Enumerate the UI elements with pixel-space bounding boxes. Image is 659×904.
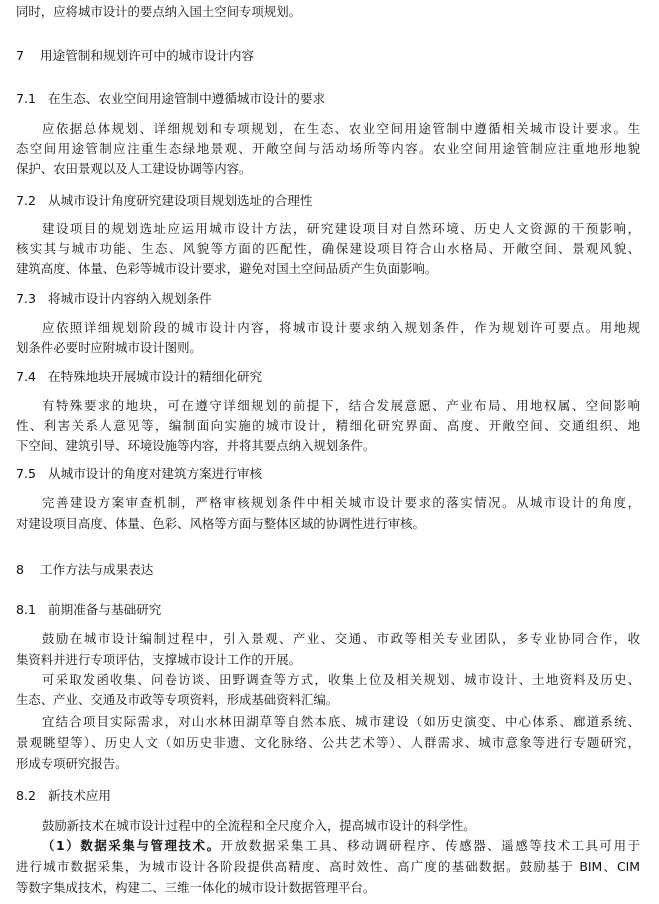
paragraph-line bbox=[42, 838, 640, 854]
subsection-7-4-heading bbox=[16, 369, 262, 385]
subsection-title: 将城市设计内容纳入规划条件 bbox=[48, 291, 212, 306]
paragraph-line: 形成专项研究报告。 bbox=[16, 756, 128, 771]
subsection-number: 7.1 bbox=[16, 91, 37, 106]
paragraph-line: 应依照详细规划阶段的城市设计内容，将城市设计要求纳入规划条件，作为规划许可要点。用地规 bbox=[42, 320, 640, 335]
paragraph-line: 应依据总体规划、详细规划和专项规划，在生态、农业空间用途管制中遵循相关城市设计要求。生 bbox=[42, 121, 640, 136]
subsection-7-5-heading bbox=[16, 466, 262, 482]
paragraph-line: 完善建设方案审查机制，严格审核规划条件中相关城市设计要求的落实情况。从城市设计的角度， bbox=[42, 495, 640, 510]
paragraph-line: 划条件必要时应附城市设计图则。 bbox=[16, 340, 202, 355]
subsection-title: 前期准备与基础研究 bbox=[48, 602, 162, 617]
paragraph-line: 宜结合项目实际需求，对山水林田湖草等自然本底、城市建设（如历史演变、中心体系、廊道系统、 bbox=[42, 714, 640, 729]
subsection-title: 在特殊地块开展城市设计的精细化研究 bbox=[48, 369, 263, 384]
subsection-number: 7.4 bbox=[16, 369, 37, 384]
paragraph-line: 性、利害关系人意见等，编制面向实施的城市设计，精细化研究界面、高度、开敞空间、交通组织、地 bbox=[16, 418, 640, 433]
subsection-title: 从城市设计的角度对建筑方案进行审核 bbox=[48, 466, 263, 481]
paragraph-line: 对建设项目高度、体量、色彩、风格等方面与整体区域的协调性进行审核。 bbox=[16, 516, 425, 531]
paragraph-line: 建筑高度、体量、色彩等城市设计要求，避免对国土空间品质产生负面影响。 bbox=[16, 261, 438, 276]
subsection-number: 7.3 bbox=[16, 291, 37, 306]
subsection-number: 7.2 bbox=[16, 193, 37, 208]
section-8-heading bbox=[16, 562, 153, 578]
paragraph-line: 核实其与城市功能、生态、风貌等方面的匹配性，确保建设项目符合山水格局、开敞空间、景观风貌、 bbox=[16, 241, 640, 256]
paragraph-line: 下空间、建筑引导、环境设施等内容，并将其要点纳入规划条件。 bbox=[16, 438, 376, 453]
paragraph-line: 有特殊要求的地块，可在遵守详细规划的前提下，结合发展意愿、产业布局、用地权属、空间影响 bbox=[42, 398, 640, 413]
paragraph-line: 生态、产业、交通及市政等专项资料，形成基础资料汇编。 bbox=[16, 692, 339, 707]
paragraph-line: 鼓励新技术在城市设计过程中的全流程和全尺度介入，提高城市设计的科学性。 bbox=[42, 818, 476, 833]
section-number: 8 bbox=[16, 562, 25, 577]
paragraph-line: 态空间用途管制应注重生态绿地景观、开敞空间与活动场所等内容。农业空间用途管制应注重地形地貌 bbox=[16, 141, 640, 156]
subsection-number: 8.1 bbox=[16, 602, 37, 617]
subsection-number: 7.5 bbox=[16, 466, 37, 481]
subsection-7-2-heading bbox=[16, 193, 312, 209]
paragraph-line: 鼓励在城市设计编制过程中，引入景观、产业、交通、市政等相关专业团队，多专业协同合作，收 bbox=[42, 631, 640, 646]
paragraph-line: 集资料并进行专项评估，支撑城市设计工作的开展。 bbox=[16, 652, 301, 667]
paragraph-line: 保护、农田景观以及人工建设协调等内容。 bbox=[16, 161, 252, 176]
section-title: 工作方法与成果表达 bbox=[40, 562, 154, 577]
paragraph-line: 同时，应将城市设计的要点纳入国土空间专项规划。 bbox=[16, 4, 301, 19]
subsection-8-2-heading bbox=[16, 788, 111, 804]
paragraph-line: 进行城市数据采集，为城市设计各阶段提供高精度、高时效性、高广度的基础数据。鼓励基于 BIM、CIM bbox=[16, 859, 640, 874]
subsection-8-1-heading bbox=[16, 602, 161, 618]
subsection-7-3-heading bbox=[16, 291, 212, 307]
section-number: 7 bbox=[16, 48, 25, 63]
subsection-title: 新技术应用 bbox=[48, 788, 111, 803]
paragraph-line: 景观眺望等）、历史人文（如历史非遗、文化脉络、公共艺术等）、人群需求、城市意象等进行专题研究， bbox=[16, 735, 640, 750]
lead-in-rest: 开放数据采集工具、移动调研程序、传感器、遥感等技术工具可用于 bbox=[220, 838, 640, 853]
subsection-title: 从城市设计角度研究建设项目规划选址的合理性 bbox=[48, 193, 313, 208]
paragraph-line: 建设项目的规划选址应运用城市设计方法，研究建设项目对自然环境、历史人文资源的干预影响， bbox=[42, 221, 640, 236]
subsection-7-1-heading bbox=[16, 91, 325, 107]
section-7-heading bbox=[16, 48, 254, 64]
bold-lead-in: （1）数据采集与管理技术。 bbox=[42, 838, 221, 853]
subsection-title: 在生态、农业空间用途管制中遵循城市设计的要求 bbox=[48, 91, 326, 106]
paragraph-line: 可采取发函收集、问卷访谈、田野调查等方式，收集上位及相关规划、城市设计、土地资料及历史、 bbox=[42, 672, 640, 687]
paragraph-line: 等数字集成技术，构建二、三维一体化的城市设计数据管理平台。 bbox=[16, 880, 376, 895]
subsection-number: 8.2 bbox=[16, 788, 37, 803]
section-title: 用途管制和规划许可中的城市设计内容 bbox=[40, 48, 255, 63]
